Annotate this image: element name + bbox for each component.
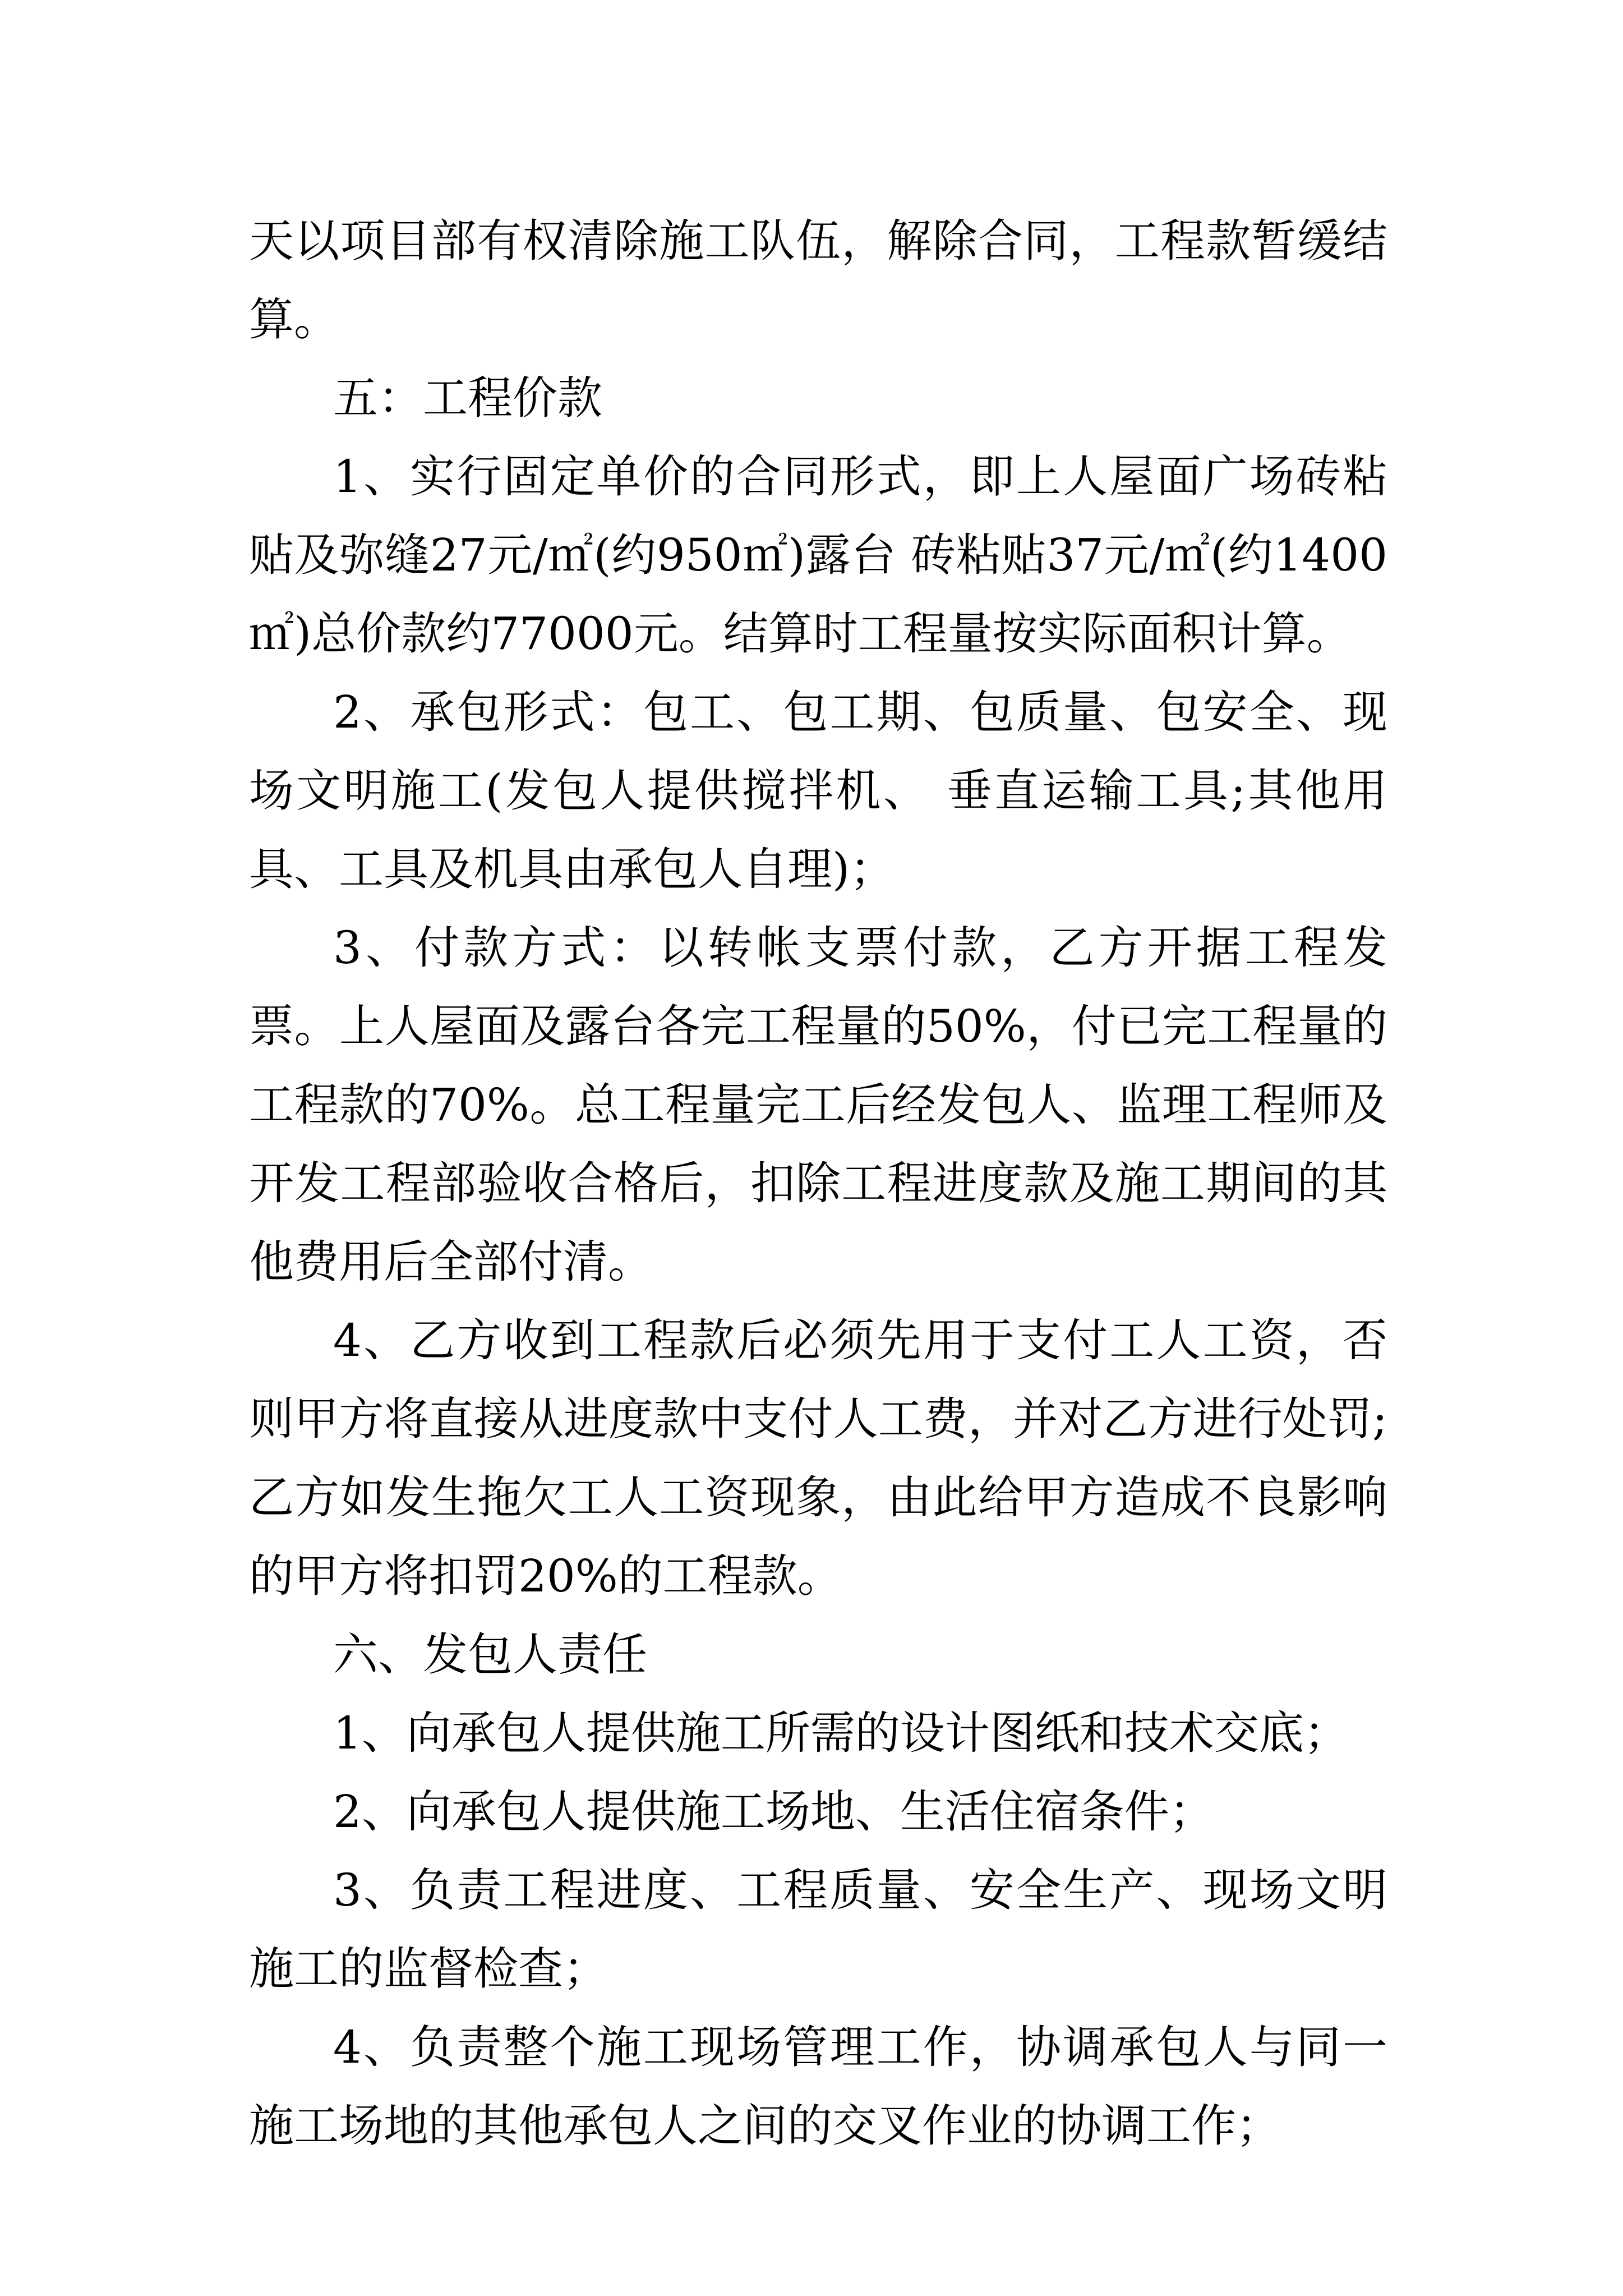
paragraph-price-1: 1、实行固定单价的合同形式，即上人屋面广场砖粘贴及弥缝27元/㎡(约950㎡)露台 砖粘贴37元/㎡(约1400㎡)总价款约77000元。结算时工程量按实际面积计算。 bbox=[249, 450, 1387, 660]
paragraph-responsibility-4: 4、负责整个施工现场管理工作，协调承包人与同一施工场地的其他承包人之间的交叉作业的协调工作； bbox=[249, 2021, 1387, 2152]
document-body bbox=[249, 202, 1387, 2165]
section-heading-price: 五：工程价款 bbox=[333, 372, 602, 424]
paragraph-continuation: 天以项目部有权清除施工队伍，解除合同，工程款暂缓结算。 bbox=[249, 215, 1387, 346]
paragraph-responsibility-3: 3、负责工程进度、工程质量、安全生产、现场文明施工的监督检查； bbox=[249, 1864, 1387, 1995]
paragraph-price-3: 3、付款方式：以转帐支票付款，乙方开据工程发票。上人屋面及露台各完工程量的50%，付已完工程量的工程款的70%。总工程量完工后经发包人、监理工程师及开发工程部验收合格后，扣除工程进度款及施工期间的其他费用后全部付清。 bbox=[249, 922, 1387, 1288]
section-heading-responsibility: 六、发包人责任 bbox=[333, 1628, 647, 1681]
paragraph-price-2: 2、承包形式：包工、包工期、包质量、包安全、现场文明施工(发包人提供搅拌机、 垂直运输工具;其他用具、工具及机具由承包人自理)； bbox=[249, 686, 1387, 895]
paragraph-responsibility-2: 2、向承包人提供施工场地、生活住宿条件； bbox=[333, 1786, 1214, 1838]
paragraph-price-4: 4、乙方收到工程款后必须先用于支付工人工资，否则甲方将直接从进度款中支付人工费，并对乙方进行处罚;乙方如发生拖欠工人工资现象，由此给甲方造成不良影响的甲方将扣罚20%的工程款。 bbox=[249, 1314, 1387, 1602]
paragraph-responsibility-1: 1、向承包人提供施工所需的设计图纸和技术交底； bbox=[333, 1707, 1349, 1759]
